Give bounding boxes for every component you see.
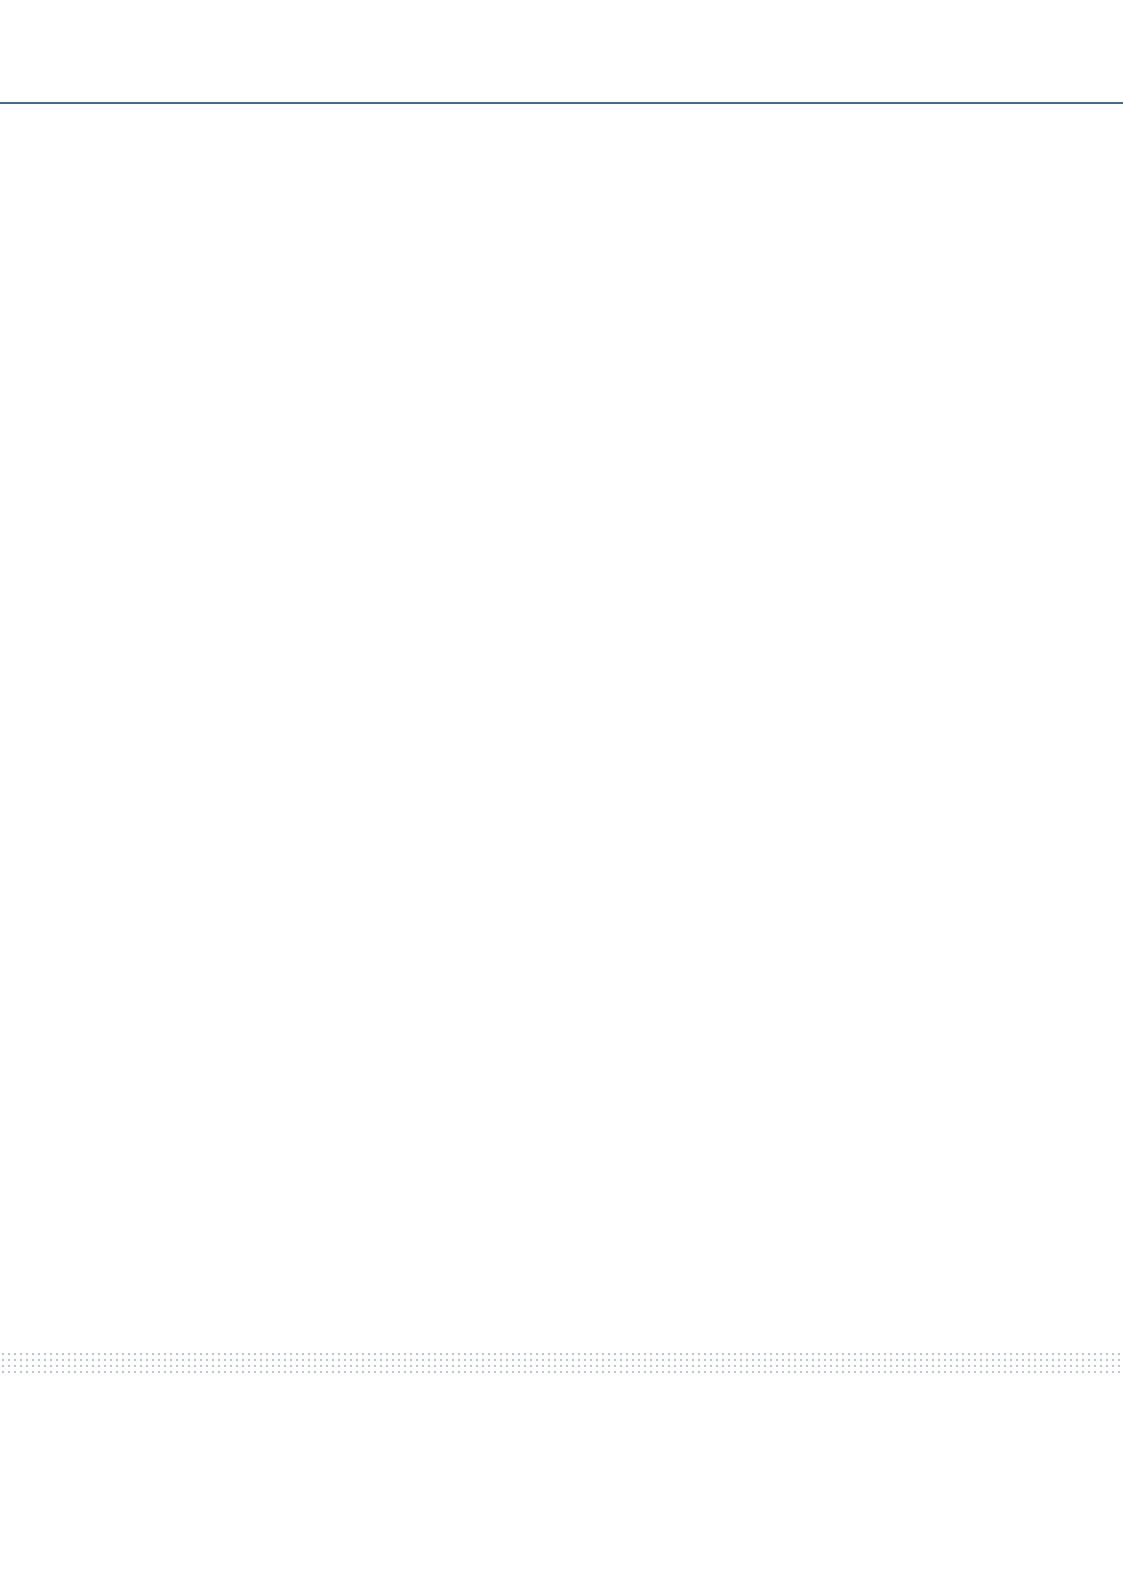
dot-pattern [0,1351,1123,1377]
footer-divider [97,1380,101,1530]
header-rule [0,102,1123,104]
footer-color-band [0,1380,1123,1587]
